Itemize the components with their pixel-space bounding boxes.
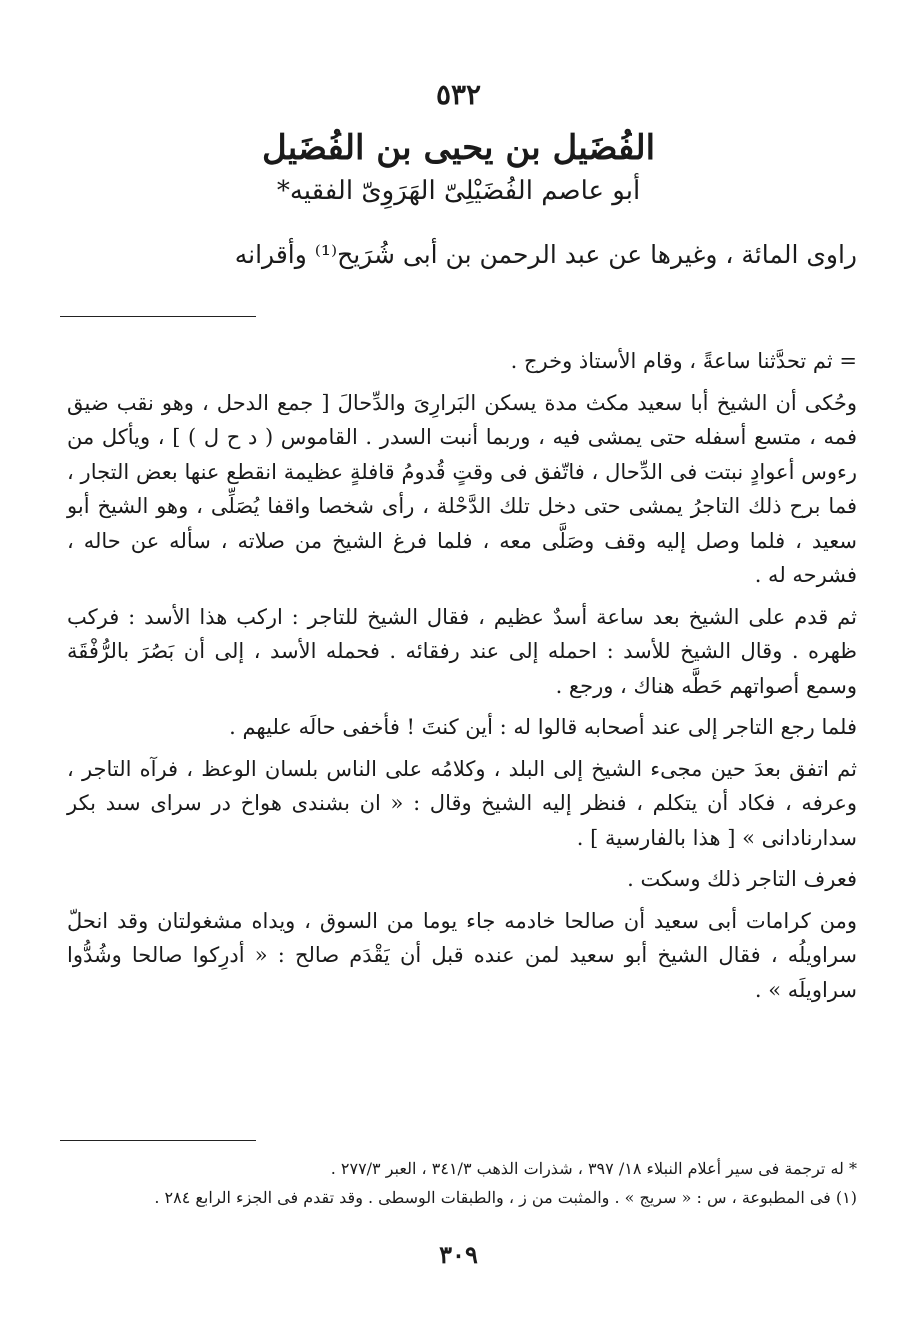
footnote: (١) فى المطبوعة ، س : « سريج » . والمثبت من ز ، والطبقات الوسطى . وقد تقدم فى الجزء الرابع ٢٨٤ . [154, 1188, 857, 1207]
entry-number: ٥٣٢ [435, 78, 482, 111]
entry-subtitle: أبو عاصم الفُضَيْلِىّ الهَرَوِىّ الفقيه* [276, 176, 641, 206]
entry-intro-line: راوى المائة ، وغيرها عن عبد الرحمن بن أبى شُرَيح⁽¹⁾ وأقرانه [234, 240, 857, 269]
page-number: ٣٠٩ [439, 1240, 478, 1269]
paragraph: وحُكى أن الشيخ أبا سعيد مكث مدة يسكن البَرارِىَ والدِّحالَ [ جمع الدحل ، وهو نقب ضيق فمه ، متسع أسفله حتى يمشى فيه ، وربما أنبت السدر . القاموس ( د ح ل ) ] ، ويأكل من رءوس أعوادٍ نبتت فى الدِّحال ، فاتّفق فى وقتٍ قُدومُ قافلةٍ عظيمة انقطع عنها بعض التجار ، فما برح ذلك التاجرُ يمشى حتى دخل تلك الدَّحْلة ، رأى شخصا واقفا يُصَلِّى ، وهو الشيخ أبو سعيد ، فلما وصل إليه وقف وصَلَّى معه ، فلما فرغ الشيخ من صلاته ، سأله عن حاله ، فشرحه له . [67, 390, 857, 587]
paragraph: فلما رجع التاجر إلى عند أصحابه قالوا له : أين كنتَ ! فأخفى حالَه عليهم . [229, 715, 857, 739]
paragraph: ثم اتفق بعدَ حين مجىء الشيخ إلى البلد ، وكلامُه على الناس بلسان الوعظ ، فرآه التاجر ، وعرفه ، فكاد أن يتكلم ، فنظر إليه الشيخ وقال : « ان بشندى هواخ در سراى سىد بكر سدارنادانى » [ هذا بالفارسية ] . [67, 756, 857, 850]
paragraph: ثم قدم على الشيخ بعد ساعة أسدٌ عظيم ، فقال الشيخ للتاجر : اركب هذا الأسد : فركب ظهره . وقال الشيخ للأسد : احمله إلى عند رفقائه . فحمله الأسد ، إلى أن بَصُرَ بالرُّفْقَة وسمع أصواتهم حَطَّه هناك ، ورجع . [67, 604, 857, 698]
footnote: * له ترجمة فى سير أعلام النبلاء ١٨/ ٣٩٧ ، شذرات الذهب ٣٤١/٣ ، العبر ٢٧٧/٣ . [330, 1159, 857, 1178]
entry-title: الفُضَيل بن يحيى بن الفُضَيل [261, 128, 656, 168]
separator-rule [60, 316, 256, 317]
paragraph: = ثم تحدَّثنا ساعةً ، وقام الأستاذ وخرج . [510, 349, 857, 373]
body-text [67, 344, 857, 1014]
footnotes [67, 1154, 857, 1212]
paragraph: ومن كرامات أبى سعيد أن صالحا خادمه جاء يوما من السوق ، ويداه مشغولتان وقد انحلّ سراويلُه ، فقال الشيخ أبو سعيد لمن عنده قبل أن يَقْدَم صالح : « أدرِكوا صالحا وشُدُّوا سراويلَه » . [67, 908, 857, 1002]
paragraph: فعرف التاجر ذلك وسكت . [627, 867, 857, 891]
footnote-rule [60, 1140, 256, 1141]
